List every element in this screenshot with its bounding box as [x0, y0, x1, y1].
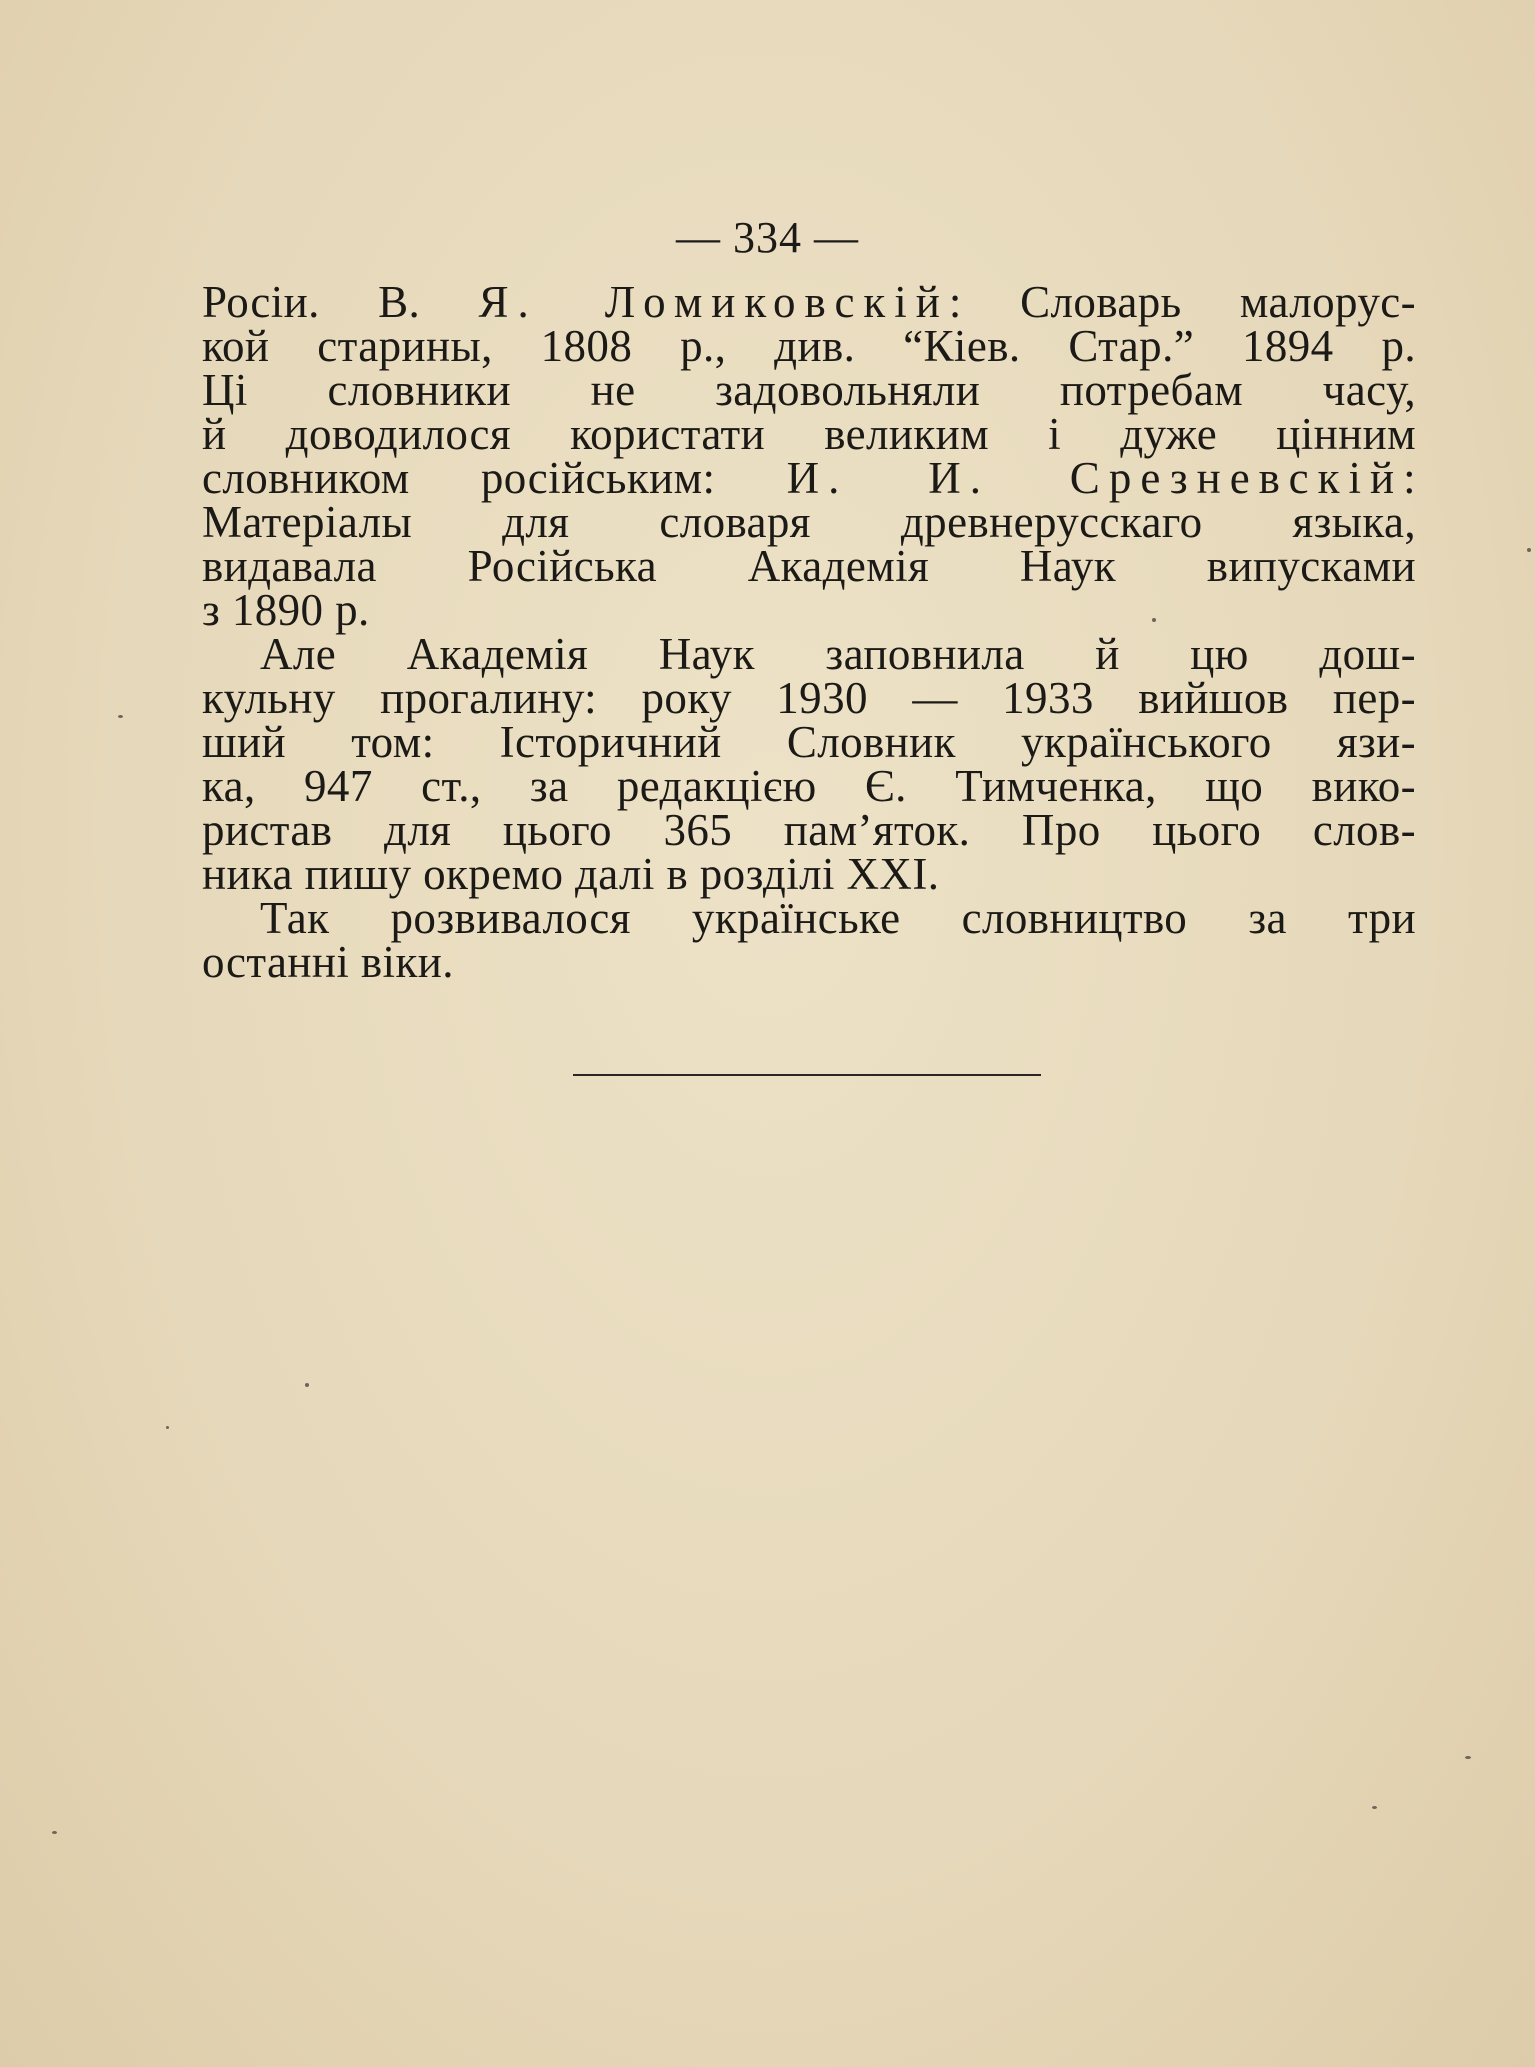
- text-line-4: й доводилося користати великим і дуже цінним: [202, 409, 1416, 459]
- paper-speck: [118, 715, 123, 718]
- section-end-rule: [573, 1074, 1041, 1076]
- text-line-2: кой старины, 1808 р., див. “Кіев. Стар.” 1894 р.: [202, 321, 1416, 371]
- text-line-13: ристав для цього 365 пам’яток. Про цього слов-: [202, 805, 1416, 855]
- text-line-12: ка, 947 ст., за редакцією Є. Тимченка, що вико-: [202, 761, 1416, 811]
- paper-speck: [52, 1831, 57, 1834]
- paper-speck: [1527, 548, 1531, 552]
- text-line-10: кульну прогалину: року 1930 — 1933 вийшов пер-: [202, 673, 1416, 723]
- text-line-1: Росіи. В. Я. Ломиковскій: Словарь малорус-: [202, 277, 1416, 327]
- text-line-6: Матеріалы для словаря древнерусскаго языка,: [202, 497, 1416, 547]
- page-number: — 334 —: [676, 213, 859, 262]
- text-line-15: Так розвивалося українське словництво за три: [260, 893, 1416, 943]
- text-line-5: словником російським: И. И. Срезневскій:: [202, 453, 1416, 503]
- author-name-lomikovsky: Я. Ломиковскій: [478, 277, 949, 327]
- text-line-9: Але Академія Наук заповнила й цю дош-: [260, 629, 1416, 679]
- paper-speck: [166, 1426, 169, 1429]
- paper-speck: [305, 1383, 309, 1387]
- text-line-8: з 1890 р.: [202, 585, 370, 635]
- text-line-14: ника пишу окремо далі в розділі XXI.: [202, 849, 940, 899]
- author-name-sreznevsky: И. И. Срезневскій: [786, 453, 1404, 503]
- paper-speck: [1372, 1806, 1377, 1809]
- text-line-7: видавала Російська Академія Наук випусками: [202, 541, 1416, 591]
- body-text: [202, 277, 1416, 987]
- text-line-11: ший том: Історичний Словник українського язи-: [202, 717, 1416, 767]
- text-line-16: останні віки.: [202, 937, 454, 987]
- text-line-3: Ці словники не задовольняли потребам часу,: [202, 365, 1416, 415]
- paper-speck: [1152, 618, 1156, 622]
- paper-speck: [1465, 1756, 1471, 1759]
